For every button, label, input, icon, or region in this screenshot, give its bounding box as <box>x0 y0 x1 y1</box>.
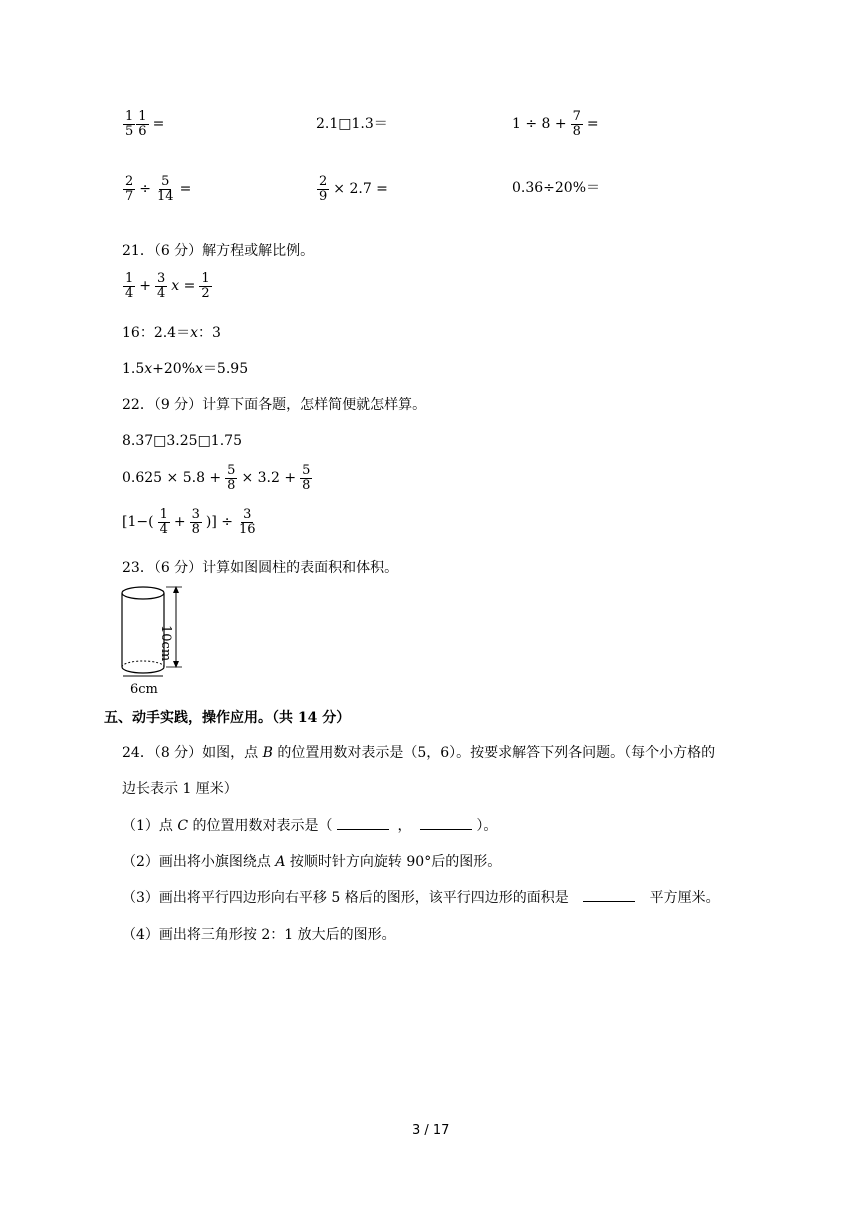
calc-1-2: 2.1□1.3＝ <box>316 116 388 132</box>
answer-blank[interactable] <box>583 891 635 902</box>
calc-1-1: $\frac{1}{5}$ $\frac{1}{6}$ = <box>125 109 165 139</box>
cylinder-bottom-hidden <box>122 661 164 667</box>
fraction: $\frac{7}{8}$ <box>572 109 581 139</box>
calc-1-3: 1 ÷ 8 + $\frac{7}{8}$ = <box>512 109 599 139</box>
fraction: $\frac{5}{14}$ <box>157 174 174 204</box>
fraction: $\frac{5}{8}$ <box>227 463 236 493</box>
question-21-title: 21．（6 分）解方程或解比例。 <box>122 243 315 259</box>
q21-equation-3: 1.5x+20%x＝5.95 <box>122 361 249 377</box>
q24-part-4: （4）画出将三角形按 2：1 放大后的图形。 <box>122 927 396 943</box>
page-number: 3 / 17 <box>412 1123 450 1138</box>
fraction: $\frac{1}{4}$ <box>159 507 168 537</box>
question-24-intro-2: 边长表示 1 厘米） <box>122 781 238 797</box>
fraction: $\frac{3}{16}$ <box>238 507 256 537</box>
q21-equation-2: 16：2.4＝x：3 <box>122 325 221 341</box>
question-23-title: 23．（6 分）计算如图圆柱的表面积和体积。 <box>122 560 399 576</box>
calc-2-2: $\frac{2}{9}$ × 2.7 = <box>319 174 388 204</box>
cylinder-bottom <box>122 667 164 673</box>
q24-part-1: （1）点 C 的位置用数对表示是（ ， ）。 <box>122 818 498 834</box>
question-22-title: 22．（9 分）计算下面各题，怎样简便就怎样算。 <box>122 397 427 413</box>
cylinder-top <box>122 587 164 599</box>
fraction: $\frac{3}{8}$ <box>191 507 200 537</box>
answer-blank[interactable] <box>337 819 389 830</box>
fraction: $\frac{5}{8}$ <box>302 463 311 493</box>
calc-2-1: $\frac{2}{7}$ ÷ $\frac{5}{14}$ = <box>125 174 192 204</box>
section-5-title: 五、动手实践，操作应用。（共 14 分） <box>104 710 351 726</box>
fraction: $\frac{3}{4}$ <box>157 271 166 301</box>
cylinder-height-label: 10cm <box>158 625 173 662</box>
q24-part-3: （3）画出将平行四边形向右平移 5 格后的图形，该平行四边形的面积是 平方厘米。 <box>122 890 720 906</box>
fraction: $\frac{1}{5}$ <box>125 109 134 139</box>
q21-equation-1: $\frac{1}{4}$ + $\frac{3}{4}$ x = $\frac{1}{2}$ <box>125 271 210 301</box>
fraction: $\frac{2}{9}$ <box>319 174 328 204</box>
answer-blank[interactable] <box>420 819 472 830</box>
fraction: $\frac{2}{7}$ <box>125 174 134 204</box>
fraction: $\frac{1}{4}$ <box>125 271 134 301</box>
calc-2-3: 0.36÷20%＝ <box>512 180 601 196</box>
fraction: $\frac{1}{2}$ <box>201 271 210 301</box>
q22-expression-2: 0.625 × 5.8 + $\frac{5}{8}$ × 3.2 + $\frac{5}{8}$ <box>122 463 311 493</box>
cylinder-diameter-label: 6cm <box>130 682 158 697</box>
question-24-intro: 24．（8 分）如图，点 B 的位置用数对表示是（5，6）。按要求解答下列各问题。（每个小方格的 <box>122 745 716 761</box>
q22-expression-3: [1−( $\frac{1}{4}$ + $\frac{3}{8}$ )] ÷ $\frac{3}{16}$ <box>122 507 256 537</box>
q24-part-2: （2）画出将小旗图绕点 A 按顺时针方向旋转 90°后的图形。 <box>122 854 502 870</box>
fraction: $\frac{1}{6}$ <box>138 109 147 139</box>
q22-expression-1: 8.37□3.25□1.75 <box>122 433 242 449</box>
